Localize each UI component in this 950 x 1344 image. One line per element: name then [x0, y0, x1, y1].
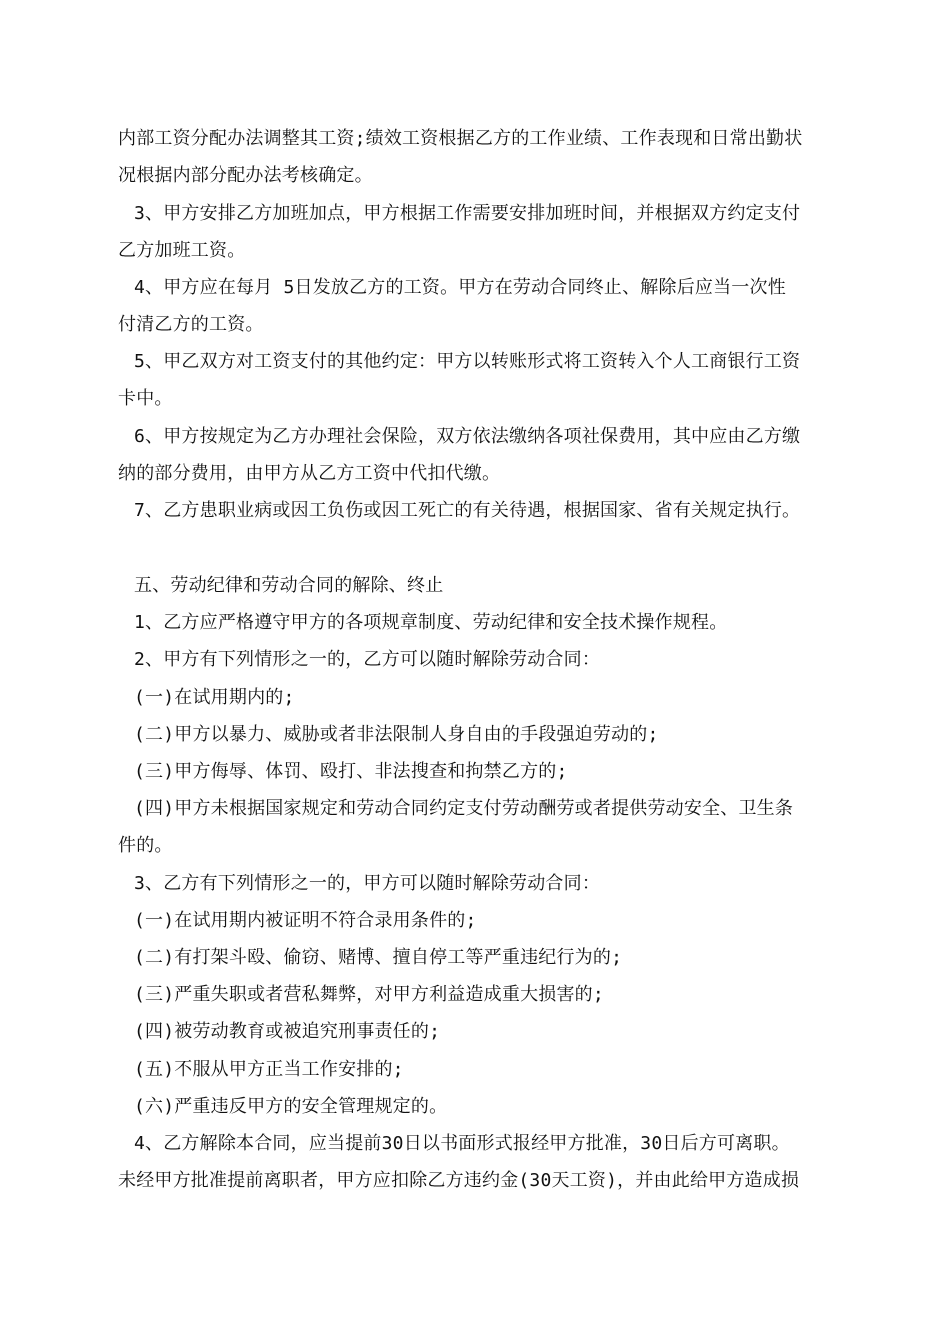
- paragraph-line: 纳的部分费用，由甲方从乙方工资中代扣代缴。: [118, 463, 501, 484]
- paragraph-line: 内部工资分配办法调整其工资;绩效工资根据乙方的工作业绩、工作表现和日常出勤状: [118, 128, 803, 149]
- clause-5-line: 5、甲乙双方对工资支付的其他约定：甲方以转账形式将工资转入个人工商银行工资: [134, 351, 801, 372]
- paragraph-line: 况根据内部分配办法考核确定。: [118, 165, 373, 186]
- list-item: (四)甲方未根据国家规定和劳动合同约定支付劳动酬劳或者提供劳动安全、卫生条: [134, 798, 794, 819]
- list-item: (一)在试用期内的;: [134, 687, 295, 708]
- list-item: (二)有打架斗殴、偷窃、赌博、擅自停工等严重违纪行为的;: [134, 947, 623, 968]
- list-item: (六)严重违反甲方的安全管理规定的。: [134, 1096, 448, 1117]
- section-heading: 五、劳动纪律和劳动合同的解除、终止: [134, 575, 444, 596]
- list-item: (五)不服从甲方正当工作安排的;: [134, 1059, 404, 1080]
- section-clause-2: 2、甲方有下列情形之一的，乙方可以随时解除劳动合同：: [134, 649, 601, 670]
- clause-4-line: 4、甲方应在每月 5日发放乙方的工资。甲方在劳动合同终止、解除后应当一次性: [134, 277, 786, 298]
- paragraph-line: 付清乙方的工资。: [118, 314, 264, 335]
- paragraph-line: 卡中。: [118, 388, 173, 409]
- clause-3-line: 3、甲方安排乙方加班加点，甲方根据工作需要安排加班时间，并根据双方约定支付: [134, 203, 801, 224]
- paragraph-line: 乙方加班工资。: [118, 240, 246, 261]
- list-item: (二)甲方以暴力、威胁或者非法限制人身自由的手段强迫劳动的;: [134, 724, 659, 745]
- clause-7-line: 7、乙方患职业病或因工负伤或因工死亡的有关待遇，根据国家、省有关规定执行。: [134, 500, 801, 521]
- paragraph-line: 件的。: [118, 835, 173, 856]
- clause-6-line: 6、甲方按规定为乙方办理社会保险，双方依法缴纳各项社保费用，其中应由乙方缴: [134, 426, 801, 447]
- paragraph-line: 未经甲方批准提前离职者，甲方应扣除乙方违约金(30天工资)，并由此给甲方造成损: [118, 1170, 800, 1191]
- list-item: (三)甲方侮辱、体罚、殴打、非法搜查和拘禁乙方的;: [134, 761, 568, 782]
- list-item: (三)严重失职或者营私舞弊，对甲方利益造成重大损害的;: [134, 984, 604, 1005]
- list-item: (一)在试用期内被证明不符合录用条件的;: [134, 910, 477, 931]
- section-clause-3: 3、乙方有下列情形之一的，甲方可以随时解除劳动合同：: [134, 873, 601, 894]
- section-clause-1: 1、乙方应严格遵守甲方的各项规章制度、劳动纪律和安全技术操作规程。: [134, 612, 728, 633]
- list-item: (四)被劳动教育或被追究刑事责任的;: [134, 1021, 441, 1042]
- section-clause-4: 4、乙方解除本合同，应当提前30日以书面形式报经甲方批准，30日后方可离职。: [134, 1133, 790, 1154]
